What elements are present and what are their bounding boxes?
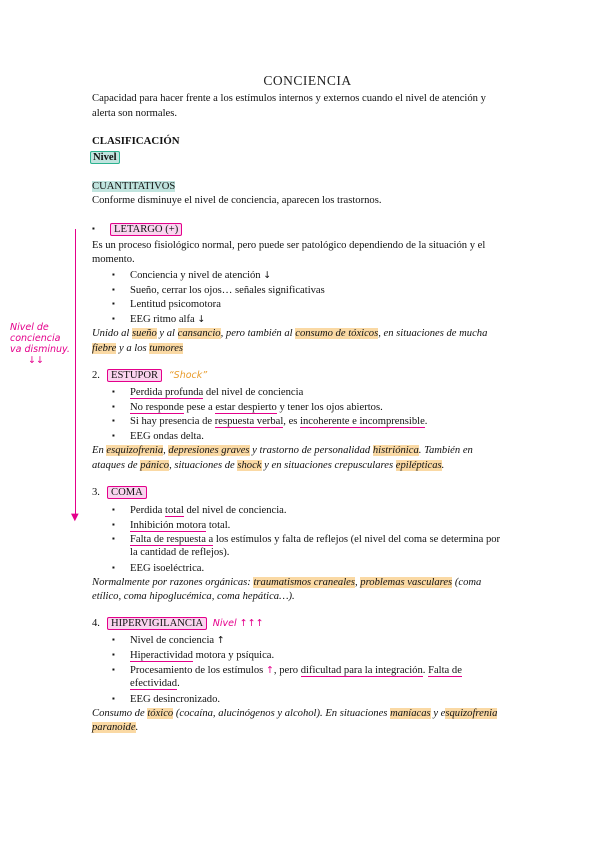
side-annotation: Nivel de conciencia va disminuy. ↓↓: [10, 322, 70, 366]
section-hipervigilancia-heading: 4. HIPERVIGILANCIA Nivel ↑↑↑: [92, 618, 264, 629]
hipervigilancia-note-1: Consumo de tóxico (cocaína, alucinógenos y alcohol). En situaciones maníacas y esquizofrenia: [92, 708, 498, 719]
list-item: ▪ Conciencia y nivel de atención ↓: [112, 270, 272, 281]
up-arrow-icon: ↑: [216, 635, 225, 646]
down-arrow-icon: ↓: [263, 270, 272, 281]
list-item: ▪ Nivel de conciencia ↑: [112, 635, 225, 646]
list-item: ▪ EEG ondas delta.: [112, 431, 204, 442]
coma-note-2: etílico, coma hipoglucémica, coma hepática…).: [92, 591, 295, 602]
hipervigilancia-note-2: paranoide.: [92, 722, 139, 733]
letargo-note-2: fiebre y a los tumores: [92, 343, 184, 354]
list-item: ▪ Sueño, cerrar los ojos… señales significativas: [112, 285, 325, 296]
classification-heading: CLASIFICACIÓN: [92, 135, 180, 147]
intro-line-2: alerta son normales.: [92, 108, 178, 119]
estupor-note-2: ataques de pánico, situaciones de shock y en situaciones crepusculares epilépticas.: [92, 460, 445, 471]
letargo-desc-2: momento.: [92, 254, 135, 265]
down-arrow-icon: ↓: [197, 314, 206, 325]
list-item-continuation: la cantidad de reflejos).: [130, 547, 230, 558]
list-item: ▪ Si hay presencia de respuesta verbal, es incoherente e incomprensible.: [112, 416, 428, 427]
section-letargo-heading: ▪ LETARGO (+): [92, 224, 182, 235]
shock-annotation: “Shock”: [168, 370, 208, 381]
list-item: ▪ Inhibición motora total.: [112, 520, 231, 531]
letargo-note-1: Unido al sueño y al cansancio, pero también al consumo de tóxicos, en situaciones de mucha: [92, 328, 488, 339]
list-item: ▪ EEG isoeléctrica.: [112, 563, 205, 574]
up-arrow-icon: ↑: [265, 665, 274, 676]
decrease-arrow-line: [75, 229, 76, 519]
section-estupor-heading: 2. ESTUPOR “Shock”: [92, 370, 208, 381]
list-item: ▪ Procesamiento de los estímulos ↑, pero dificultad para la integración. Falta de: [112, 665, 462, 676]
list-item: ▪ EEG desincronizado.: [112, 694, 221, 705]
level-subheading: Nivel: [90, 151, 120, 164]
quantitative-heading: CUANTITATIVOS: [92, 181, 176, 192]
section-coma-heading: 3. COMA: [92, 487, 147, 498]
intro-line-1: Capacidad para hacer frente a los estímulos internos y externos cuando el nivel de atención y: [92, 93, 486, 104]
list-item: ▪ Perdida profunda del nivel de conciencia: [112, 387, 304, 398]
list-item: ▪ Perdida total del nivel de conciencia.: [112, 505, 287, 516]
coma-note-1: Normalmente por razones orgánicas: traumatismos craneales, problemas vasculares (coma: [92, 577, 482, 588]
list-item: ▪ Falta de respuesta a los estímulos y falta de reflejos (el nivel del coma se determina por: [112, 534, 501, 545]
list-item-continuation: efectividad.: [130, 678, 180, 689]
list-item: ▪ Hiperactividad motora y psíquica.: [112, 650, 275, 661]
page-title: CONCIENCIA: [263, 73, 352, 88]
quantitative-text: Conforme disminuye el nivel de conciencia, aparecen los trastornos.: [92, 195, 382, 206]
letargo-desc-1: Es un proceso fisiológico normal, pero puede ser patológico dependiendo de la situación y el: [92, 240, 486, 251]
list-item: ▪ Lentitud psicomotora: [112, 299, 221, 310]
list-item: ▪ EEG ritmo alfa ↓: [112, 314, 206, 325]
list-item: ▪ No responde pese a estar despierto y tener los ojos abiertos.: [112, 402, 383, 413]
estupor-note-1: En esquizofrenia, depresiones graves y trastorno de personalidad histriónica. También en: [92, 445, 473, 456]
level-up-annotation: Nivel ↑↑↑: [212, 618, 264, 629]
down-arrow-icon: ▼: [71, 512, 79, 523]
